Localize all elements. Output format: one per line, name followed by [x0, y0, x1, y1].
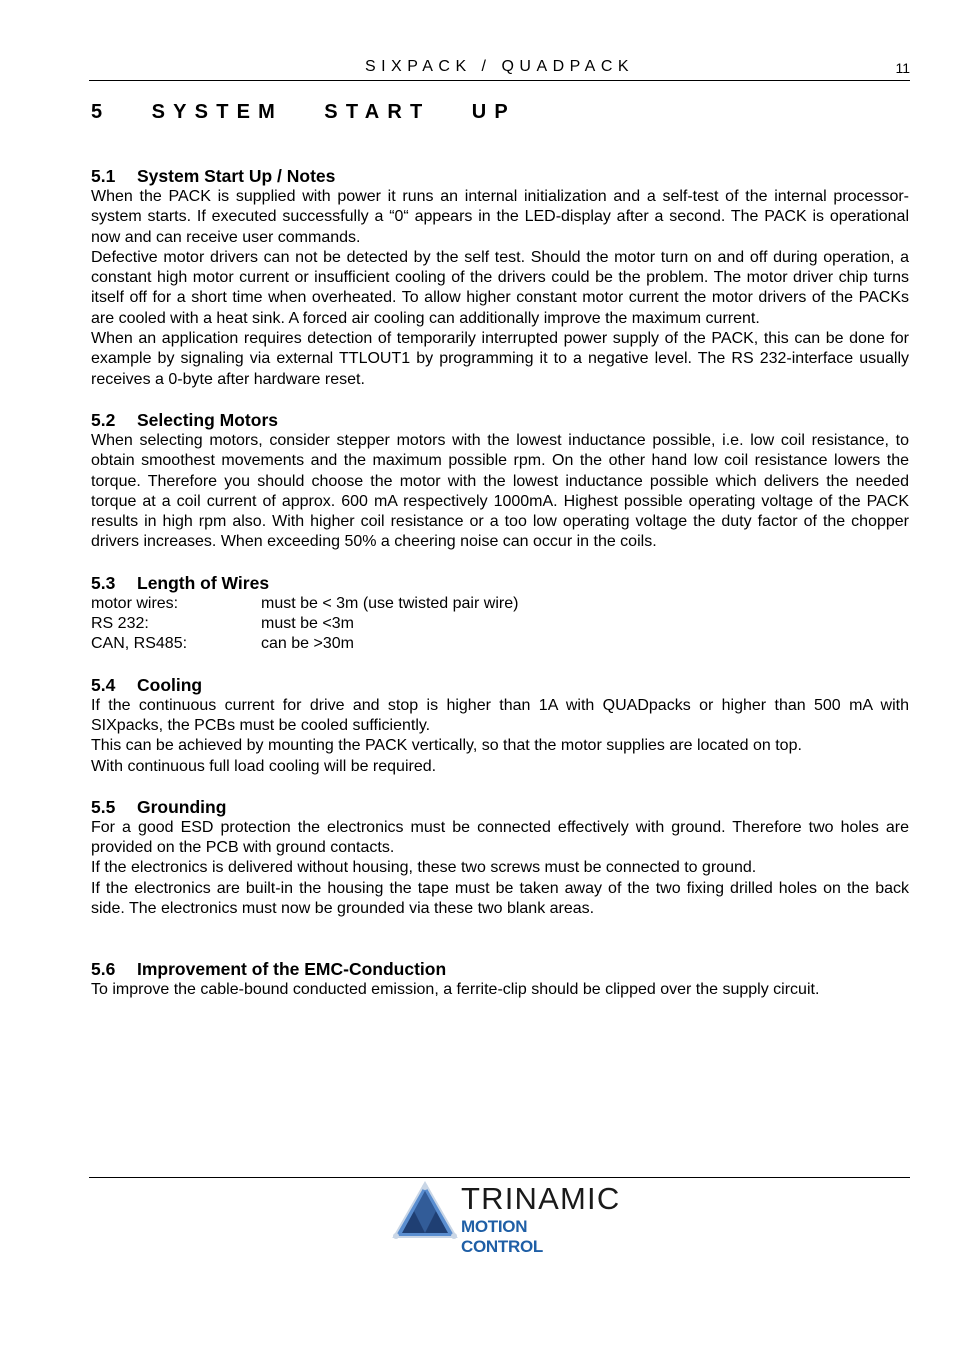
paragraph: If the electronics are built-in the housing the tape must be taken away of the two fixing drilled holes on the back side. The electronics must now be grounded via these two blank areas. [91, 879, 909, 918]
section-number: 5.5 [91, 796, 116, 817]
paragraph: With continuous full load cooling will be required. [91, 757, 437, 775]
running-title: SIXPACK / QUADPACK [364, 58, 635, 75]
paragraph: When an application requires detection of temporarily interrupted power supply of the PACK, this can be done for example by signaling via external TTLOUT1 by programming it to a negative level. The RS 232-interface usually receives a 0-byte after hardware reset. [91, 330, 909, 388]
running-header [89, 58, 910, 81]
paragraph: This can be achieved by mounting the PACK vertically, so that the motor supplies are located on top. [91, 737, 802, 755]
paragraph: To improve the cable-bound conducted emission, a ferrite-clip should be clipped over the supply circuit. [91, 981, 820, 999]
section-heading [91, 675, 909, 696]
section-heading [91, 959, 909, 980]
trinamic-triangle-icon [392, 1181, 458, 1241]
section-heading [91, 573, 909, 594]
section-5-5 [91, 797, 909, 919]
logo-wordmark: TRINAMIC [461, 1181, 621, 1216]
section-title: Length of Wires [137, 572, 270, 593]
section-heading [91, 410, 909, 431]
logo-subtitle: MOTION CONTROL [461, 1217, 543, 1256]
section-number: 5.2 [91, 409, 116, 430]
section-number: 5.3 [91, 572, 116, 593]
document-body [91, 166, 909, 1001]
section-5-1 [91, 166, 909, 390]
wire-label: motor wires: [91, 594, 179, 612]
paragraph: Defective motor drivers can not be detected by the self test. Should the motor turn on and off during operation, a constant high motor current or insufficient cooling of the drivers could be the problem. The motor driver chip turns itself off for a short time when overheated. To allow higher constant motor current the motor drivers of the PACKs are cooled with a heat sink. A forced air cooling can additionally improve the maximum current. [91, 248, 909, 327]
paragraph: When the PACK is supplied with power it runs an internal initialization and a self-test of the internal processor-system starts. If executed successfully a “0“ appears in the LED-display after a second. The PACK is operational now and can receive user commands. [91, 188, 909, 246]
list-item [91, 634, 909, 654]
wire-value: must be <3m [261, 615, 354, 633]
paragraph: For a good ESD protection the electronics must be connected effectively with ground. Therefore two holes are provided on the PCB with ground contacts. [91, 818, 909, 857]
section-title: Selecting Motors [137, 409, 278, 430]
section-heading [91, 166, 909, 187]
wire-label: RS 232: [91, 615, 149, 633]
section-number: 5.1 [91, 166, 116, 186]
page-number: 11 [895, 60, 910, 76]
section-title: Grounding [137, 796, 227, 817]
section-title: System Start Up / Notes [137, 166, 336, 186]
list-item [91, 594, 909, 614]
section-5-6 [91, 959, 909, 1000]
wire-value: must be < 3m (use twisted pair wire) [261, 594, 519, 612]
section-5-4 [91, 675, 909, 777]
wire-length-list [91, 594, 909, 655]
section-title: Cooling [137, 674, 203, 695]
section-heading [91, 797, 909, 818]
section-number: 5.4 [91, 674, 116, 695]
chapter-title: 5 SYSTEM START UP [91, 101, 516, 123]
paragraph: If the electronics is delivered without housing, these two screws must be connected to ground. [91, 859, 757, 877]
trinamic-logo [392, 1181, 621, 1256]
paragraph: When selecting motors, consider stepper motors with the lowest inductance possible, i.e. low coil resistance, to obtain smoothest movements and the maximum possible rpm. On the other hand low coil resistance lowers the torque. Therefore you should choose the motor with the lowest inductance possible which delivers the needed torque at a coil current of approx. 600 mA respectively 1000mA. Highest possible operating voltage of the PACK results in high rpm also. With higher coil resistance or a too low operating voltage the duty factor of the chopper drivers increases. When exceeding 50% a cheering noise can occur in the coils. [91, 431, 909, 551]
section-number: 5.6 [91, 959, 116, 980]
section-title: Improvement of the EMC-Conduction [137, 959, 447, 980]
wire-value: can be >30m [261, 635, 354, 653]
list-item [91, 614, 909, 634]
wire-label: CAN, RS485: [91, 635, 188, 653]
section-5-3 [91, 573, 909, 655]
paragraph: If the continuous current for drive and stop is higher than 1A with QUADpacks or higher than 500 mA with SIXpacks, the PCBs must be cooled sufficiently. [91, 696, 909, 734]
section-5-2 [91, 410, 909, 553]
footer-rule [89, 1177, 910, 1178]
